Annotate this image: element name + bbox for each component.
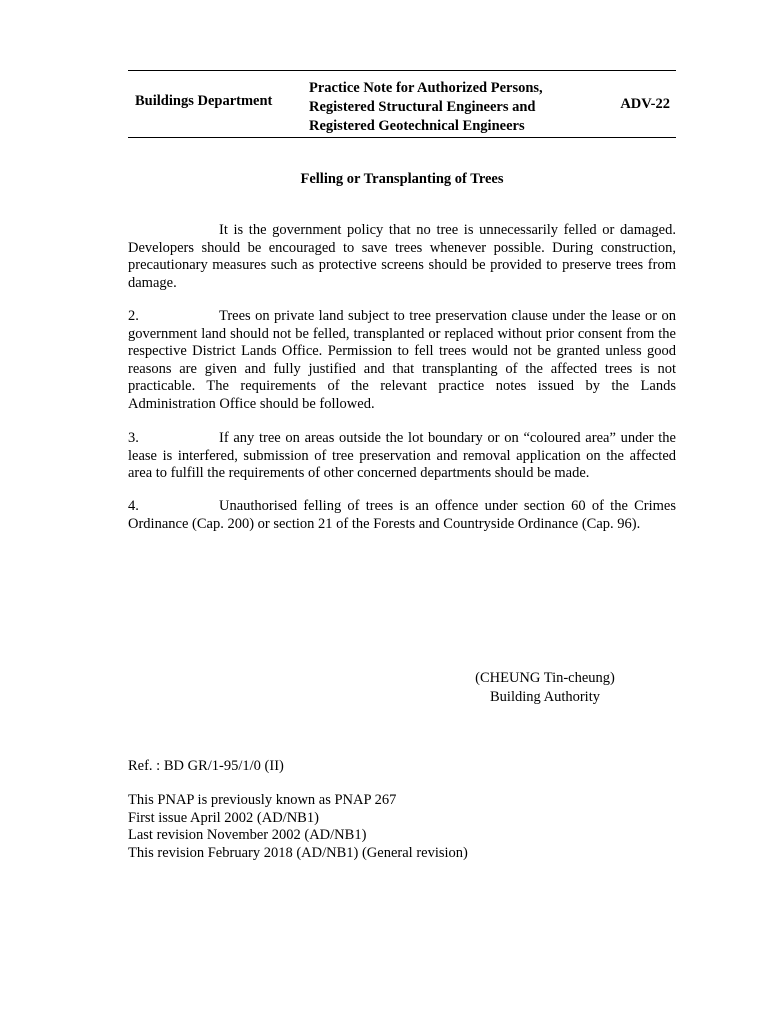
- paragraph-number: 2.: [128, 308, 139, 324]
- paragraph-number: 3.: [128, 430, 139, 446]
- signatory-name: (CHEUNG Tin-cheung): [475, 670, 615, 686]
- paragraph-text: It is the government policy that no tree is unnecessarily felled or damaged. Developers should be encouraged to save trees whenever possible. During construction, precautionary measures such as protective screens should be provided to preserve trees from damage.: [128, 222, 676, 291]
- signature-block: [420, 669, 670, 707]
- history-line: This revision February 2018 (AD/NB1) (General revision): [128, 844, 468, 861]
- department-name: Buildings Department: [135, 93, 273, 109]
- paragraph-3: [128, 430, 676, 483]
- practice-note-title-line: Registered Geotechnical Engineers: [309, 118, 525, 134]
- paragraph-4: [128, 498, 676, 533]
- reference-number: Ref. : BD GR/1-95/1/0 (II): [128, 758, 284, 774]
- practice-note-title-line: Practice Note for Authorized Persons,: [309, 80, 543, 96]
- practice-note-title: [309, 79, 599, 136]
- paragraph-number: 4.: [128, 498, 139, 514]
- practice-note-header: [128, 70, 676, 138]
- history-line: Last revision November 2002 (AD/NB1): [128, 827, 367, 843]
- history-line: First issue April 2002 (AD/NB1): [128, 809, 319, 826]
- practice-note-title-line: Registered Structural Engineers and: [309, 99, 536, 115]
- paragraph-text: If any tree on areas outside the lot boundary or on “coloured area” under the lease is interfered, submission of tree preservation and removal application on the affected area to fulfill the requirements of other concerned departments should be made.: [128, 430, 676, 482]
- paragraph-text: Unauthorised felling of trees is an offence under section 60 of the Crimes Ordinance (Cap. 200) or section 21 of the Forests and Countryside Ordinance (Cap. 96).: [128, 498, 676, 532]
- signatory-title: Building Authority: [490, 689, 600, 705]
- paragraph-text: Trees on private land subject to tree preservation clause under the lease or on government land should not be felled, transplanted or replaced without prior consent from the respective District Lands Office. Permission to fell trees would not be granted unless good reasons are given and fully justified and that transplanting of the affected trees is not practicable. The requirements of the relevant practice notes issued by the Lands Administration Office should be followed.: [128, 308, 676, 412]
- revision-history: [128, 792, 468, 862]
- document-title: Felling or Transplanting of Trees: [300, 171, 504, 187]
- history-line: This PNAP is previously known as PNAP 267: [128, 792, 397, 808]
- paragraph-1: [128, 222, 676, 292]
- practice-note-code: ADV-22: [620, 96, 670, 112]
- paragraph-2: [128, 308, 676, 414]
